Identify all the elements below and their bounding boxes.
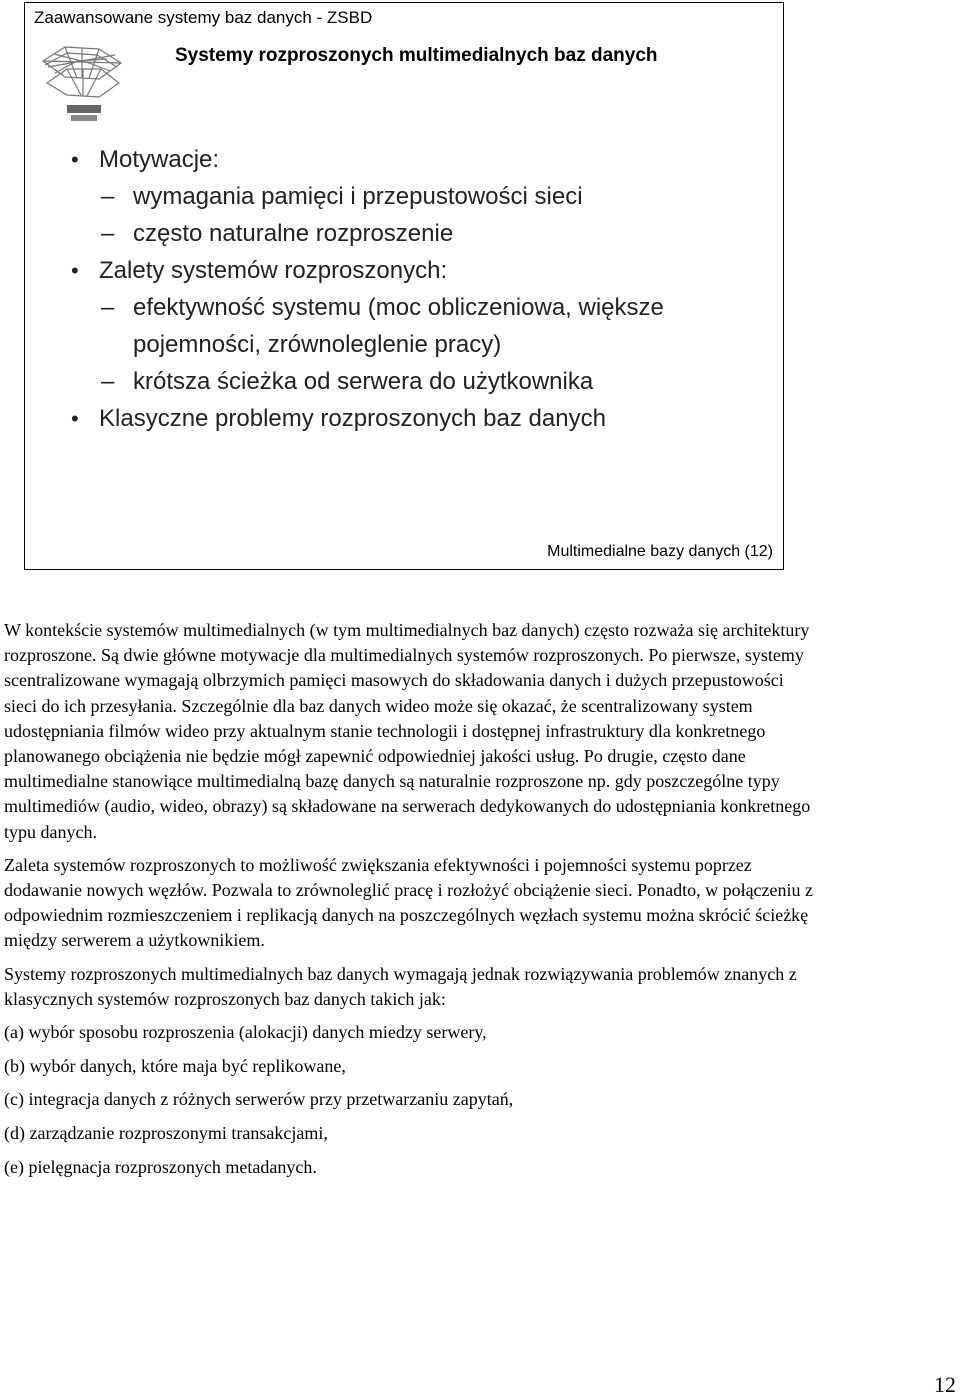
slide-footer: Multimedialne bazy danych (12) (547, 543, 773, 560)
page-number: 12 (934, 1372, 956, 1397)
bullet-dot-icon: • (71, 258, 79, 283)
sub-bullet-item: – wymagania pamięci i przepustowości sieci (25, 178, 785, 215)
notes-paragraph: W kontekście systemów multimedialnych (w tym multimedialnych baz danych) często rozważa się architektury rozproszone. Są dwie główne motywacje dla multimedialnych systemów rozproszonych. Po pierwsze, systemy scentralizowane wymagają olbrzymich pamięci masowych do składowania danych i dużych przepustowości sieci do ich przesyłania. Szczególnie dla baz danych wideo może się okazać, że scentralizowany system udostępniania filmów wideo przy aktualnym stanie technologii i dostępnej infrastruktury dla konkretnego planowanego obciążenia nie będzie mógł zapewnić odpowiedniej jakości usług. Po drugie, często dane multimedialne stanowiące multimedialną bazę danych są naturalnie rozproszone np. gdy poszczególne typy multimediów (audio, wideo, obrazy) są składowane na serwerach dedykowanych do udostępniania konkretnego typu danych. (4, 620, 811, 842)
bullet-item: • Zalety systemów rozproszonych: (25, 252, 785, 289)
sub-bullet-item: – krótsza ścieżka od serwera do użytkownika (25, 363, 785, 400)
dash-icon: – (101, 183, 115, 210)
dash-icon: – (101, 220, 115, 247)
bullet-dot-icon: • (71, 406, 79, 431)
bullet-item: • Klasyczne problemy rozproszonych baz danych (25, 400, 785, 437)
problem-list-item: (c) integracja danych z różnych serwerów przy przetwarzaniu zapytań, (4, 1089, 514, 1110)
problem-list-item: (a) wybór sposobu rozproszenia (alokacji) danych miedzy serwery, (4, 1022, 487, 1043)
slide-bullet-list (25, 141, 785, 437)
problem-list-item: (e) pielęgnacja rozproszonych metadanych. (4, 1156, 317, 1177)
problem-list-item: (b) wybór danych, które maja być replikowane, (4, 1055, 346, 1076)
notes-paragraph: Zaleta systemów rozproszonych to możliwość zwiększania efektywności i pojemności systemu poprzez dodawanie nowych węzłów. Pozwala to zrównoleglić pracę i rozłożyć obciążenie sieci. Ponadto, w połączeniu z odpowiednim rozmieszczeniem i replikacją danych na poszczególnych węzłach systemu można skrócić ścieżkę między serwerem a użytkownikiem. (4, 854, 814, 951)
lecture-notes (4, 618, 814, 1189)
slide-title: Systemy rozproszonych multimedialnych baz danych (175, 45, 658, 66)
bullet-item: • Motywacje: (25, 141, 785, 178)
bullet-dot-icon: • (71, 147, 79, 172)
sub-bullet-item: – efektywność systemu (moc obliczeniowa, większe pojemności, zrównoleglenie pracy) (25, 289, 785, 363)
dash-icon: – (101, 368, 115, 395)
university-logo (37, 39, 129, 125)
problem-list-item: (d) zarządzanie rozproszonymi transakcjami, (4, 1123, 328, 1144)
sub-bullet-item: – często naturalne rozproszenie (25, 215, 785, 252)
dash-icon: – (101, 294, 115, 321)
slide (24, 2, 784, 570)
notes-paragraph: Systemy rozproszonych multimedialnych baz danych wymagają jednak rozwiązywania problemów znanych z klasycznych systemów rozproszonych baz danych takich jak: (4, 963, 797, 1009)
slide-header: Zaawansowane systemy baz danych - ZSBD (34, 8, 373, 27)
